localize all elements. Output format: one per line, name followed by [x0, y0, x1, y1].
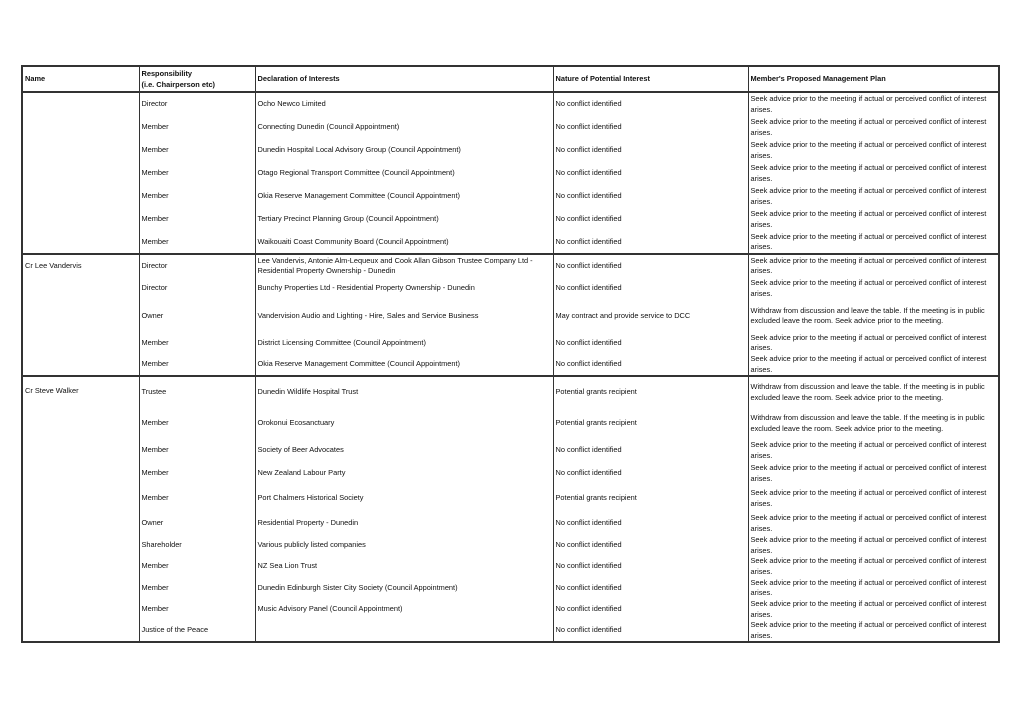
nature-cell: No conflict identified: [553, 162, 748, 185]
declaration-cell: NZ Sea Lion Trust: [255, 556, 553, 577]
responsibility-cell: Member: [139, 439, 255, 462]
nature-cell: No conflict identified: [553, 208, 748, 231]
member-name-cell: [22, 254, 139, 376]
nature-cell: No conflict identified: [553, 462, 748, 485]
responsibility-cell: Member: [139, 185, 255, 208]
nature-cell: No conflict identified: [553, 439, 748, 462]
table-row: [22, 577, 999, 599]
header-responsibility-line1: Responsibility: [141, 69, 193, 78]
table-row: [22, 208, 999, 231]
header-plan: Member's Proposed Management Plan: [748, 66, 999, 92]
declaration-cell: Okia Reserve Management Committee (Council Appointment): [255, 354, 553, 376]
table-row: [22, 485, 999, 512]
declaration-cell: Waikouaiti Coast Community Board (Council Appointment): [255, 231, 553, 254]
nature-cell: No conflict identified: [553, 599, 748, 620]
plan-cell: Seek advice prior to the meeting if actual or perceived conflict of interest arises.: [748, 485, 999, 512]
responsibility-cell: Member: [139, 462, 255, 485]
nature-cell: No conflict identified: [553, 354, 748, 376]
declaration-cell: New Zealand Labour Party: [255, 462, 553, 485]
table-row: [22, 277, 999, 300]
table-row: [22, 332, 999, 354]
table-row: [22, 300, 999, 332]
responsibility-cell: Member: [139, 116, 255, 139]
declaration-cell: Port Chalmers Historical Society: [255, 485, 553, 512]
responsibility-cell: Director: [139, 277, 255, 300]
plan-cell: Seek advice prior to the meeting if actual or perceived conflict of interest arises.: [748, 254, 999, 277]
plan-cell: Seek advice prior to the meeting if actual or perceived conflict of interest arises.: [748, 277, 999, 300]
plan-cell: Seek advice prior to the meeting if actual or perceived conflict of interest arises.: [748, 185, 999, 208]
nature-cell: Potential grants recipient: [553, 408, 748, 439]
plan-cell: Seek advice prior to the meeting if actual or perceived conflict of interest arises.: [748, 620, 999, 642]
nature-cell: No conflict identified: [553, 620, 748, 642]
responsibility-cell: Member: [139, 332, 255, 354]
plan-cell: Seek advice prior to the meeting if actual or perceived conflict of interest arises.: [748, 599, 999, 620]
plan-cell: Seek advice prior to the meeting if actual or perceived conflict of interest arises.: [748, 556, 999, 577]
declaration-cell: Vandervision Audio and Lighting - Hire, Sales and Service Business: [255, 300, 553, 332]
responsibility-cell: Director: [139, 92, 255, 116]
header-nature: Nature of Potential Interest: [553, 66, 748, 92]
responsibility-cell: Member: [139, 408, 255, 439]
member-name-cell: [22, 376, 139, 642]
responsibility-cell: Owner: [139, 300, 255, 332]
responsibility-cell: Member: [139, 354, 255, 376]
nature-cell: No conflict identified: [553, 231, 748, 254]
member-name: Cr Lee Vandervis: [25, 261, 82, 270]
declaration-cell: Various publicly listed companies: [255, 535, 553, 556]
responsibility-cell: Director: [139, 254, 255, 277]
declaration-cell: Orokonui Ecosanctuary: [255, 408, 553, 439]
declaration-cell: Okia Reserve Management Committee (Council Appointment): [255, 185, 553, 208]
nature-cell: No conflict identified: [553, 116, 748, 139]
responsibility-cell: Member: [139, 577, 255, 599]
plan-cell: Seek advice prior to the meeting if actual or perceived conflict of interest arises.: [748, 577, 999, 599]
table-row: [22, 376, 999, 408]
table-row: [22, 620, 999, 642]
declaration-cell: Dunedin Hospital Local Advisory Group (Council Appointment): [255, 139, 553, 162]
nature-cell: No conflict identified: [553, 556, 748, 577]
responsibility-cell: Member: [139, 162, 255, 185]
declaration-cell: Connecting Dunedin (Council Appointment): [255, 116, 553, 139]
table-row: [22, 254, 999, 277]
member-name: [25, 93, 137, 99]
table-row: [22, 439, 999, 462]
declaration-cell: Residential Property - Dunedin: [255, 512, 553, 535]
plan-cell: Seek advice prior to the meeting if actual or perceived conflict of interest arises.: [748, 462, 999, 485]
declaration-cell: Lee Vandervis, Antonie Alm-Lequeux and Cook Allan Gibson Trustee Company Ltd - Residential Property Ownership - Dunedin: [255, 254, 553, 277]
plan-cell: Seek advice prior to the meeting if actual or perceived conflict of interest arises.: [748, 512, 999, 535]
plan-cell: Seek advice prior to the meeting if actual or perceived conflict of interest arises.: [748, 535, 999, 556]
table-row: [22, 535, 999, 556]
nature-cell: May contract and provide service to DCC: [553, 300, 748, 332]
declaration-cell: Tertiary Precinct Planning Group (Council Appointment): [255, 208, 553, 231]
declaration-cell: [255, 620, 553, 642]
table-row: [22, 185, 999, 208]
responsibility-cell: Member: [139, 556, 255, 577]
responsibility-cell: Shareholder: [139, 535, 255, 556]
responsibility-cell: Member: [139, 599, 255, 620]
nature-cell: No conflict identified: [553, 92, 748, 116]
interests-table: [21, 65, 1000, 643]
header-name: Name: [22, 66, 139, 92]
plan-cell: Seek advice prior to the meeting if actual or perceived conflict of interest arises.: [748, 139, 999, 162]
declaration-cell: Bunchy Properties Ltd - Residential Property Ownership - Dunedin: [255, 277, 553, 300]
table-row: [22, 354, 999, 376]
nature-cell: No conflict identified: [553, 254, 748, 277]
plan-cell: Withdraw from discussion and leave the table. If the meeting is in public excluded leave the room. Seek advice prior to the meeting.: [748, 408, 999, 439]
nature-cell: No conflict identified: [553, 185, 748, 208]
nature-cell: No conflict identified: [553, 332, 748, 354]
declaration-cell: District Licensing Committee (Council Appointment): [255, 332, 553, 354]
nature-cell: Potential grants recipient: [553, 376, 748, 408]
table-row: [22, 162, 999, 185]
declaration-cell: Ocho Newco Limited: [255, 92, 553, 116]
plan-cell: Seek advice prior to the meeting if actual or perceived conflict of interest arises.: [748, 92, 999, 116]
declaration-cell: Dunedin Edinburgh Sister City Society (Council Appointment): [255, 577, 553, 599]
header-responsibility: [139, 66, 255, 92]
table-row: [22, 92, 999, 116]
header-declaration: Declaration of Interests: [255, 66, 553, 92]
table-row: [22, 599, 999, 620]
declaration-cell: Otago Regional Transport Committee (Council Appointment): [255, 162, 553, 185]
plan-cell: Seek advice prior to the meeting if actual or perceived conflict of interest arises.: [748, 332, 999, 354]
table-row: [22, 139, 999, 162]
header-responsibility-line2: (i.e. Chairperson etc): [141, 79, 216, 89]
member-name: Cr Steve Walker: [25, 386, 79, 395]
plan-cell: Withdraw from discussion and leave the table. If the meeting is in public excluded leave the room. Seek advice prior to the meeting.: [748, 376, 999, 408]
table-row: [22, 408, 999, 439]
table-row: [22, 556, 999, 577]
nature-cell: No conflict identified: [553, 139, 748, 162]
table-row: [22, 231, 999, 254]
member-name-cell: [22, 92, 139, 254]
register-of-interests-sheet: [21, 65, 999, 643]
plan-cell: Seek advice prior to the meeting if actual or perceived conflict of interest arises.: [748, 231, 999, 254]
nature-cell: No conflict identified: [553, 277, 748, 300]
responsibility-cell: Justice of the Peace: [139, 620, 255, 642]
responsibility-cell: Member: [139, 485, 255, 512]
table-row: [22, 462, 999, 485]
responsibility-cell: Member: [139, 231, 255, 254]
interests-table-body: [22, 92, 999, 642]
responsibility-cell: Trustee: [139, 376, 255, 408]
plan-cell: Seek advice prior to the meeting if actual or perceived conflict of interest arises.: [748, 162, 999, 185]
responsibility-cell: Member: [139, 139, 255, 162]
table-row: [22, 512, 999, 535]
header-row: [22, 66, 999, 92]
responsibility-cell: Member: [139, 208, 255, 231]
nature-cell: Potential grants recipient: [553, 485, 748, 512]
table-row: [22, 116, 999, 139]
declaration-cell: Dunedin Wildlife Hospital Trust: [255, 376, 553, 408]
declaration-cell: Music Advisory Panel (Council Appointment): [255, 599, 553, 620]
plan-cell: Withdraw from discussion and leave the table. If the meeting is in public excluded leave the room. Seek advice prior to the meeting.: [748, 300, 999, 332]
plan-cell: Seek advice prior to the meeting if actual or perceived conflict of interest arises.: [748, 354, 999, 376]
responsibility-cell: Owner: [139, 512, 255, 535]
nature-cell: No conflict identified: [553, 512, 748, 535]
nature-cell: No conflict identified: [553, 577, 748, 599]
declaration-cell: Society of Beer Advocates: [255, 439, 553, 462]
plan-cell: Seek advice prior to the meeting if actual or perceived conflict of interest arises.: [748, 439, 999, 462]
plan-cell: Seek advice prior to the meeting if actual or perceived conflict of interest arises.: [748, 116, 999, 139]
nature-cell: No conflict identified: [553, 535, 748, 556]
plan-cell: Seek advice prior to the meeting if actual or perceived conflict of interest arises.: [748, 208, 999, 231]
